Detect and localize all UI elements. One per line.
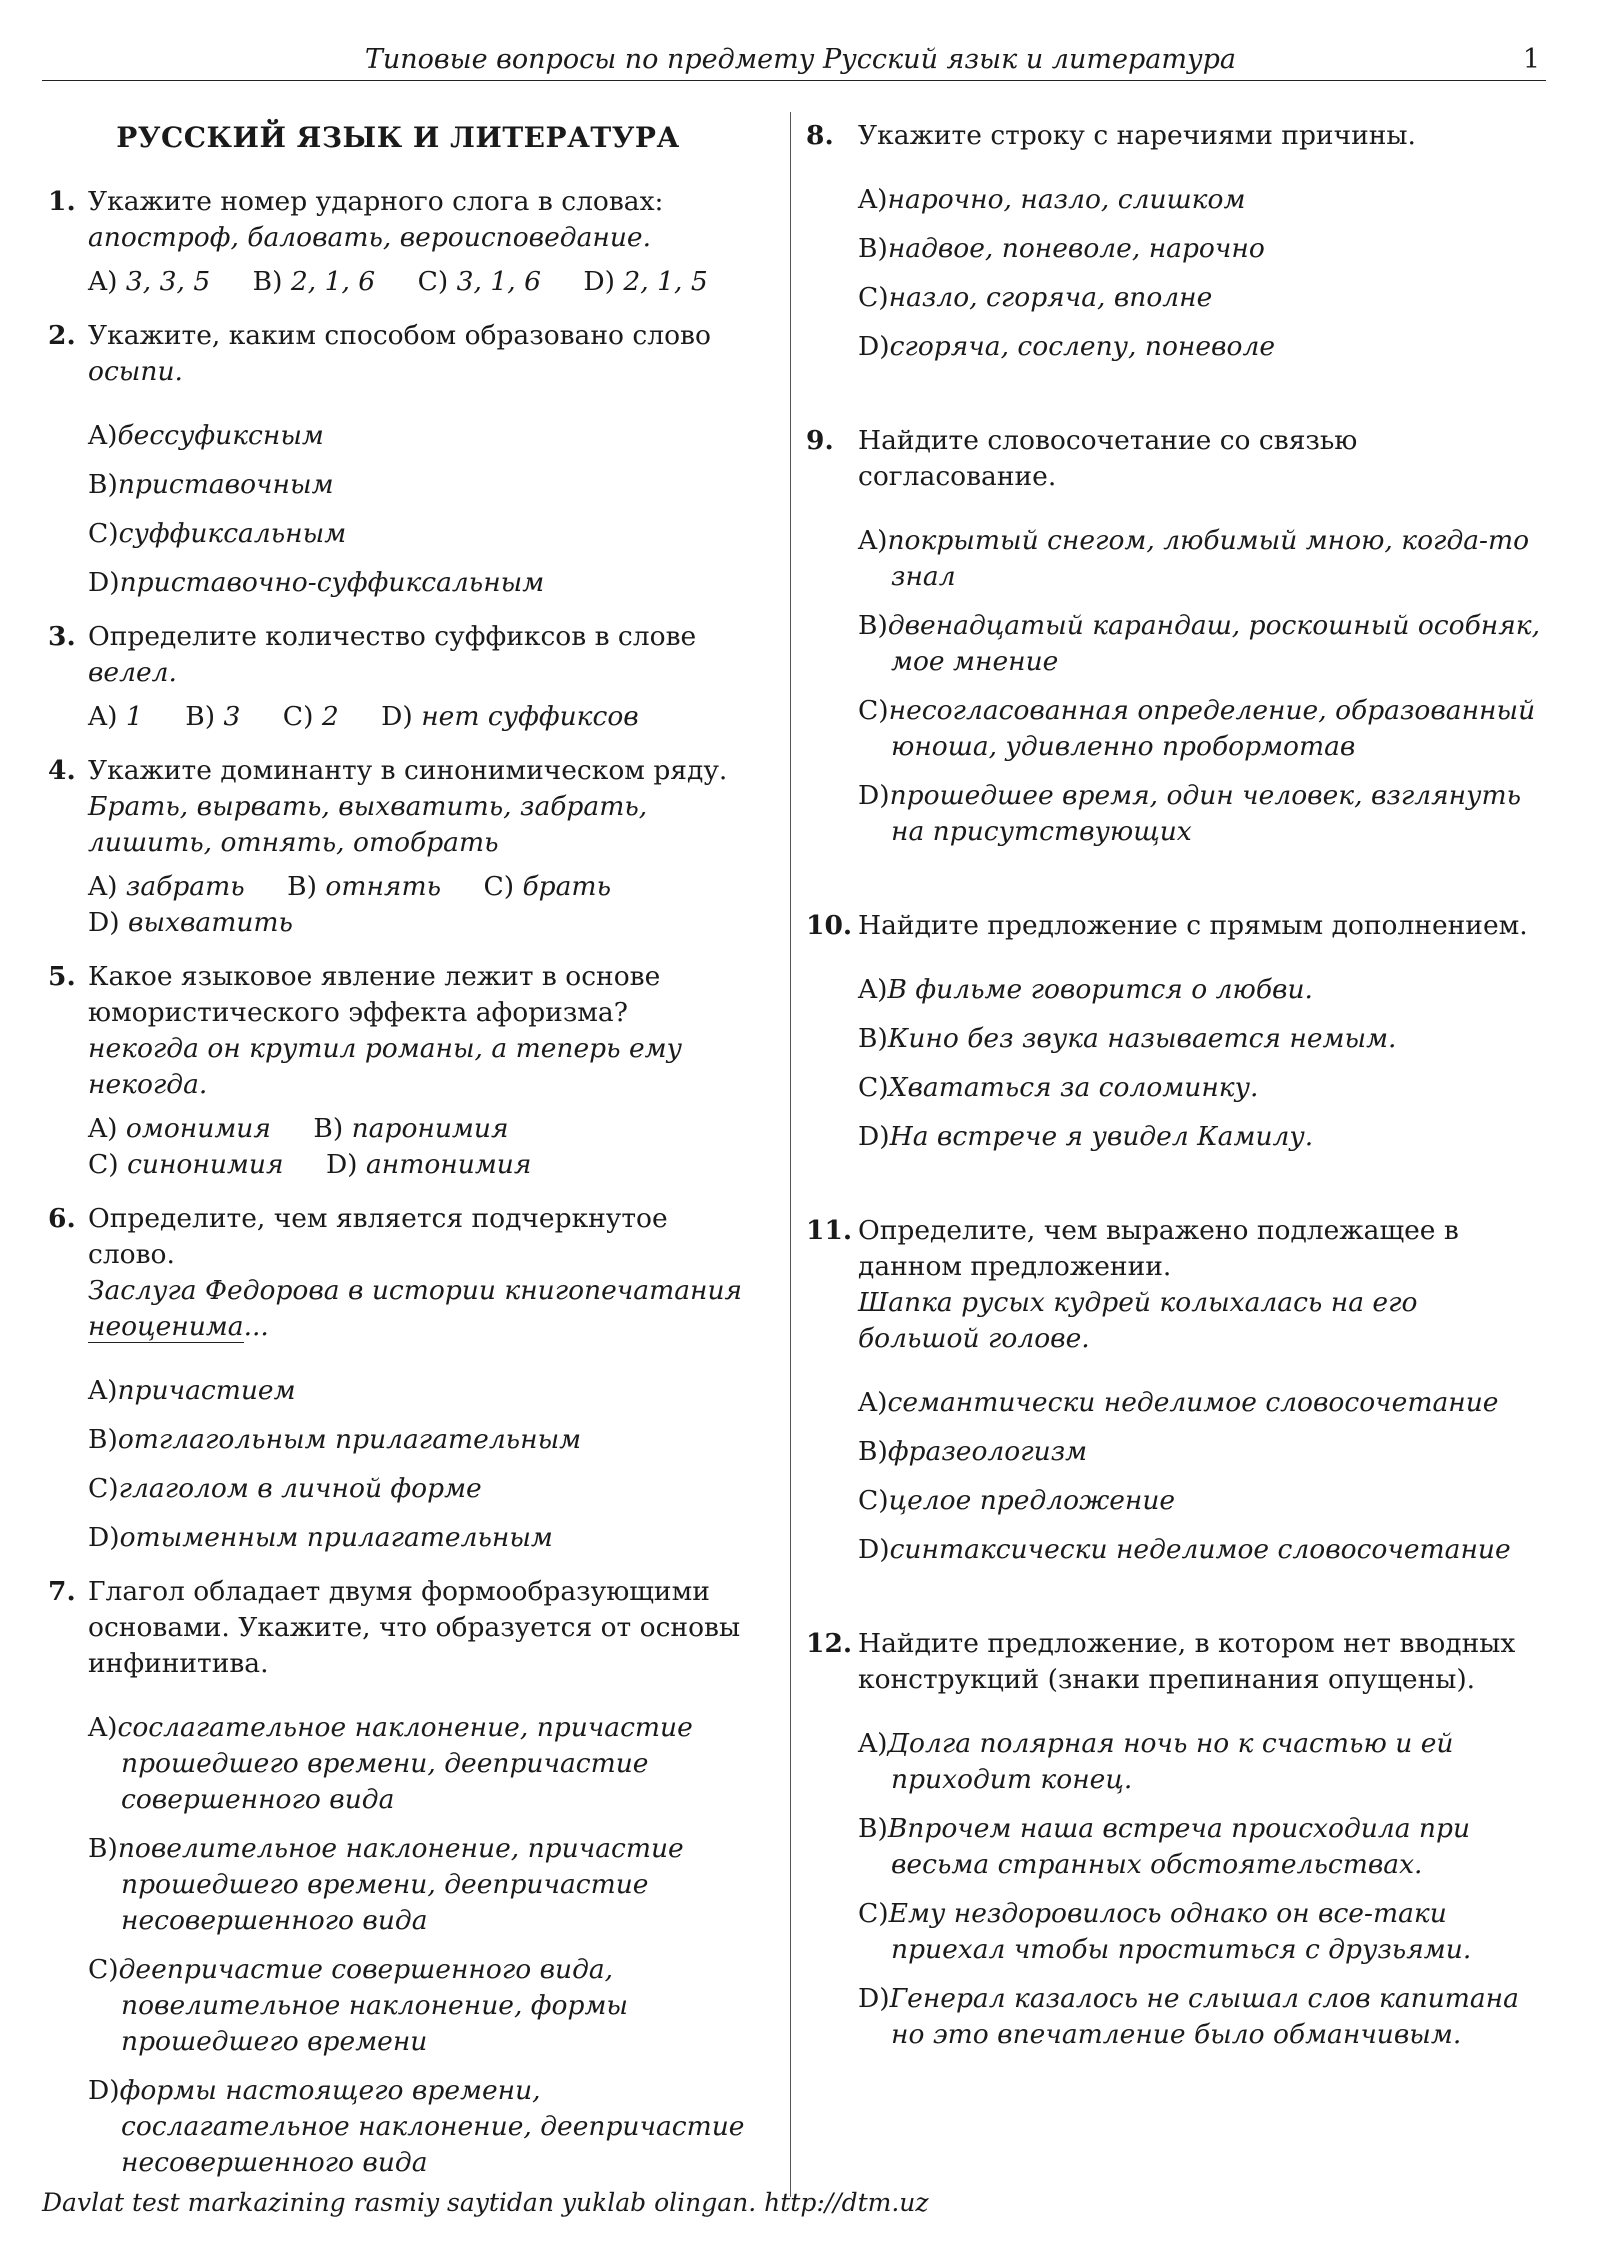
option-a[interactable]: A)сослагательное наклонение, причастие прошедшего времени, деепричастие совершенного вида xyxy=(88,1712,693,1815)
question-text: Глагол обладает двумя формообразующими основами. Укажите, что образуется от основы инфинитива. xyxy=(88,1576,741,1679)
answer-options xyxy=(858,182,1546,365)
option-b[interactable]: B)надвое, поневоле, нарочно xyxy=(858,233,1265,264)
option-c[interactable]: C)глаголом в личной форме xyxy=(88,1473,482,1504)
option-c[interactable]: C)назло, сгоряча, вполне xyxy=(858,282,1213,313)
question-number: 10. xyxy=(806,910,853,941)
page-header xyxy=(42,42,1546,81)
question-number: 9. xyxy=(806,425,834,456)
option-c[interactable]: C)суффиксальным xyxy=(88,518,347,549)
option-b[interactable]: B) отнять xyxy=(287,871,441,902)
option-d[interactable]: D)синтаксически неделимое словосочетание xyxy=(858,1534,1511,1565)
option-b[interactable]: B)двенадцатый карандаш, роскошный особняк, мое мнение xyxy=(858,610,1540,677)
option-d[interactable]: D) нет суффиксов xyxy=(381,701,639,732)
question-9 xyxy=(806,423,1546,850)
answer-options xyxy=(88,418,748,601)
option-d[interactable]: D)прошедшее время, один человек, взглянуть на присутствующих xyxy=(858,780,1522,847)
option-c[interactable]: C)деепричастие совершенного вида, повелительное наклонение, формы прошедшего времени xyxy=(88,1954,629,2057)
option-d[interactable]: D)На встрече я увидел Камилу. xyxy=(858,1121,1314,1152)
option-b[interactable]: B)приставочным xyxy=(88,469,334,500)
question-example: велел. xyxy=(88,657,177,688)
underlined-word: неоценима xyxy=(88,1311,244,1342)
question-example: апостроф, баловать, вероисповедание. xyxy=(88,222,652,253)
question-text: Определите количество суффиксов в слове xyxy=(88,621,697,652)
option-c[interactable]: C) 3, 1, 6 xyxy=(417,266,541,297)
question-8 xyxy=(806,118,1546,365)
option-b[interactable]: B) паронимия xyxy=(313,1113,509,1144)
page-footer: Davlat test markazining rasmiy saytidan yuklab olingan. http://dtm.uz xyxy=(42,2188,929,2217)
option-c[interactable]: C) 2 xyxy=(282,701,339,732)
answer-options xyxy=(88,1710,748,2181)
question-text: Определите, чем выражено подлежащее в данном предложении. xyxy=(858,1215,1459,1282)
option-b[interactable]: B)фразеологизм xyxy=(858,1436,1088,1467)
question-7 xyxy=(48,1574,748,2181)
option-a[interactable]: A) 3, 3, 5 xyxy=(88,266,211,297)
question-text: Найдите словосочетание со связью согласование. xyxy=(858,425,1358,492)
question-number: 11. xyxy=(806,1215,853,1246)
option-d[interactable]: D) антонимия xyxy=(325,1149,532,1180)
question-text: Укажите, каким способом образовано слово xyxy=(88,320,711,351)
option-b[interactable]: B)отглагольным прилагательным xyxy=(88,1424,582,1455)
column-divider xyxy=(790,112,791,2197)
question-10 xyxy=(806,908,1546,1155)
question-text: Укажите строку с наречиями причины. xyxy=(858,120,1416,151)
question-example: Брать, вырвать, выхватить, забрать, лишить, отнять, отобрать xyxy=(88,791,648,858)
option-a[interactable]: A)бессуфиксным xyxy=(88,420,324,451)
section-title: РУССКИЙ ЯЗЫК И ЛИТЕРАТУРА xyxy=(116,121,680,154)
option-a[interactable]: A) омонимия xyxy=(88,1113,271,1144)
answer-options xyxy=(858,972,1546,1155)
question-1 xyxy=(48,184,748,300)
question-example: Шапка русых кудрей колыхалась на его большой голове. xyxy=(858,1287,1418,1354)
option-c[interactable]: C)Ему нездоровилось однако он все-таки приехал чтобы проститься с друзьями. xyxy=(858,1898,1472,1965)
option-c[interactable]: C)целое предложение xyxy=(858,1485,1176,1516)
option-b[interactable]: B) 3 xyxy=(185,701,241,732)
option-c[interactable]: C) синонимия xyxy=(88,1149,284,1180)
option-d[interactable]: D)Генерал казалось не слышал слов капитана но это впечатление было обманчивым. xyxy=(858,1983,1519,2050)
option-a[interactable]: A) 1 xyxy=(88,701,143,732)
option-b[interactable]: B)Кино без звука называется немым. xyxy=(858,1023,1397,1054)
question-example: Заслуга Федорова в истории книгопечатания неоценима... xyxy=(88,1275,743,1342)
question-text: Определите, чем является подчеркнутое слово. xyxy=(88,1203,668,1270)
question-number: 6. xyxy=(48,1203,76,1234)
header-title: Типовые вопросы по предмету Русский язык и литература xyxy=(364,44,1236,75)
question-5 xyxy=(48,959,748,1183)
option-a[interactable]: A)В фильме говорится о любви. xyxy=(858,974,1313,1005)
answer-options xyxy=(88,1111,748,1183)
right-column xyxy=(806,118,1546,2071)
page-number: 1 xyxy=(1522,44,1540,75)
option-a[interactable]: A)Долга полярная ночь но к счастью и ей приходит конец. xyxy=(858,1728,1454,1795)
answer-options xyxy=(88,1373,748,1556)
question-number: 4. xyxy=(48,755,76,786)
question-number: 3. xyxy=(48,621,76,652)
question-number: 7. xyxy=(48,1576,76,1607)
question-text: Какое языковое явление лежит в основе юмористического эффекта афоризма? xyxy=(88,961,661,1028)
question-number: 12. xyxy=(806,1628,853,1659)
answer-options xyxy=(88,264,748,300)
question-text: Найдите предложение с прямым дополнением. xyxy=(858,910,1528,941)
answer-options xyxy=(88,869,748,941)
option-c[interactable]: C)Хвататься за соломинку. xyxy=(858,1072,1259,1103)
option-a[interactable]: A)нарочно, назло, слишком xyxy=(858,184,1246,215)
option-d[interactable]: D)отыменным прилагательным xyxy=(88,1522,553,1553)
question-3 xyxy=(48,619,748,735)
question-number: 1. xyxy=(48,186,76,217)
question-text: Укажите номер ударного слога в словах: xyxy=(88,186,664,217)
answer-options xyxy=(88,699,748,735)
left-column xyxy=(48,118,748,2199)
option-d[interactable]: D) выхватить xyxy=(88,907,293,938)
question-text: Найдите предложение, в котором нет вводных конструкций (знаки препинания опущены). xyxy=(858,1628,1516,1695)
option-b[interactable]: B)повелительное наклонение, причастие прошедшего времени, деепричастие несовершенного вида xyxy=(88,1833,684,1936)
question-2 xyxy=(48,318,748,601)
question-12 xyxy=(806,1626,1546,2053)
option-d[interactable]: D)формы настоящего времени, сослагательное наклонение, деепричастие несовершенного вида xyxy=(88,2075,745,2178)
answer-options xyxy=(858,1726,1546,2053)
question-text: Укажите доминанту в синонимическом ряду. xyxy=(88,755,728,786)
question-number: 8. xyxy=(806,120,834,151)
option-d[interactable]: D)сгоряча, сослепу, поневоле xyxy=(858,331,1275,362)
answer-options xyxy=(858,523,1546,850)
option-c[interactable]: C) брать xyxy=(483,871,611,902)
question-number: 5. xyxy=(48,961,76,992)
question-4 xyxy=(48,753,748,941)
option-a[interactable]: A)причастием xyxy=(88,1375,296,1406)
question-number: 2. xyxy=(48,320,76,351)
option-a[interactable]: A)покрытый снегом, любимый мною, когда-то знал xyxy=(858,525,1530,592)
option-a[interactable]: A)семантически неделимое словосочетание xyxy=(858,1387,1499,1418)
option-d[interactable]: D)приставочно-суффиксальным xyxy=(88,567,545,598)
question-11 xyxy=(806,1213,1546,1568)
question-example: некогда он крутил романы, а теперь ему некогда. xyxy=(88,1033,683,1100)
option-b[interactable]: B)Впрочем наша встреча происходила при весьма странных обстоятельствах. xyxy=(858,1813,1471,1880)
option-d[interactable]: D) 2, 1, 5 xyxy=(583,266,708,297)
answer-options xyxy=(858,1385,1546,1568)
option-c[interactable]: C)несогласованная определение, образованный юноша, удивленно пробормотав xyxy=(858,695,1536,762)
question-6 xyxy=(48,1201,748,1556)
option-b[interactable]: B) 2, 1, 6 xyxy=(252,266,376,297)
option-a[interactable]: A) забрать xyxy=(88,871,245,902)
question-example: осыпи. xyxy=(88,356,183,387)
